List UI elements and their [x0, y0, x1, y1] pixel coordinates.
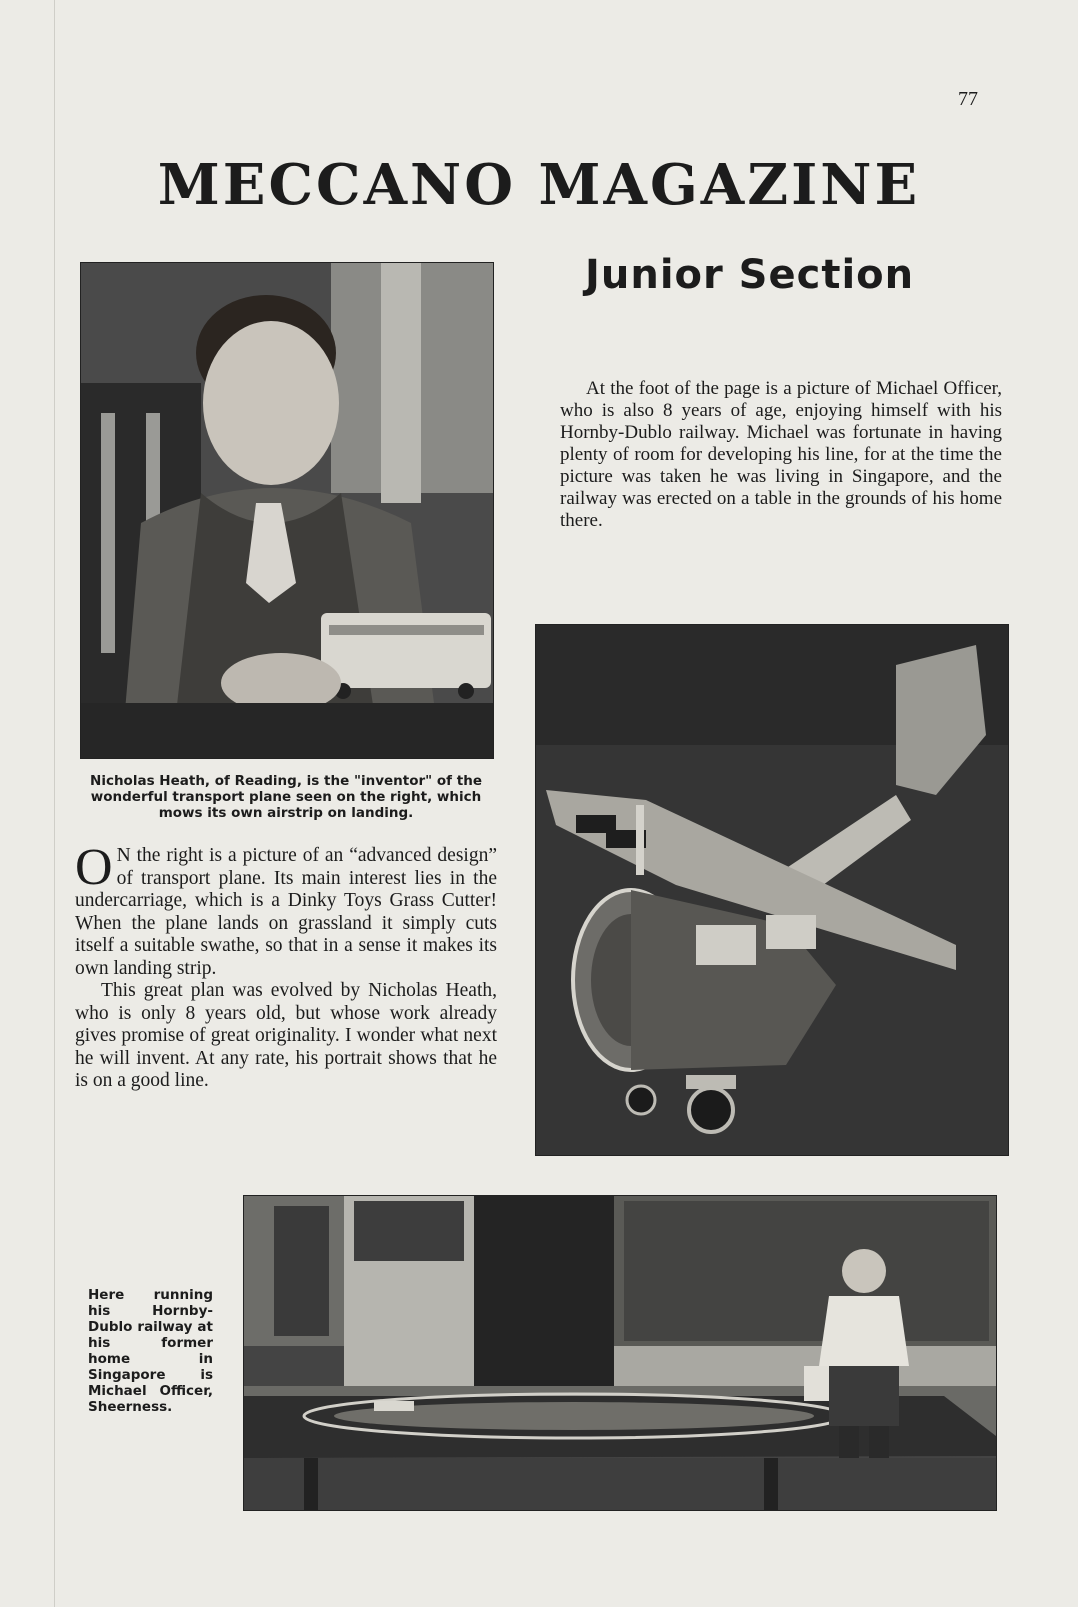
- article-paragraph-1-text: N the right is a picture of an “advanced design” of transport plane. Its main interest lies in the undercarriage, which is a Dinky Toys Grass Cutter! When the plane lands on grassland it simply cuts itself a suitable swathe, so that in a sense it makes its own landing strip.: [75, 845, 497, 979]
- photo-plane-illustration: [536, 625, 1008, 1155]
- page-gutter-line: [54, 0, 55, 1607]
- photo-nicholas-heath: [80, 262, 494, 759]
- caption-michael-officer: Here running his Hornby-Dublo railway at his former home in Singapore is Michael Officer, Sheerness.: [88, 1287, 213, 1415]
- photo-model-railway: [243, 1195, 997, 1511]
- drop-cap: O: [75, 839, 113, 896]
- photo-transport-plane: [535, 624, 1009, 1156]
- section-title: Junior Section: [585, 252, 915, 298]
- photo-boy-illustration: [81, 263, 493, 758]
- photo-railway-illustration: [244, 1196, 996, 1510]
- article-paragraph-2: This great plan was evolved by Nicholas Heath, who is only 8 years old, but whose work already gives promise of great originality. I wonder what next he will invent. At any rate, his portrait shows that he is on a good line.: [75, 980, 497, 1091]
- intro-paragraph: At the foot of the page is a picture of Michael Officer, who is also 8 years of age, enjoying himself with his Hornby-Dublo railway. Michael was fortunate in having plenty of room for developing his line, for at the time the picture was taken he was living in Singapore, and the railway was erected on a table in the grounds of his home there.: [560, 378, 1002, 531]
- caption-nicholas-heath: Nicholas Heath, of Reading, is the "inventor" of the wonderful transport plane seen on the right, which mows its own airstrip on landing.: [90, 773, 482, 821]
- page-number: 77: [958, 88, 978, 110]
- article-body: [75, 839, 497, 1093]
- article-paragraph-1: [75, 839, 497, 980]
- masthead-title: MECCANO MAGAZINE: [157, 152, 921, 218]
